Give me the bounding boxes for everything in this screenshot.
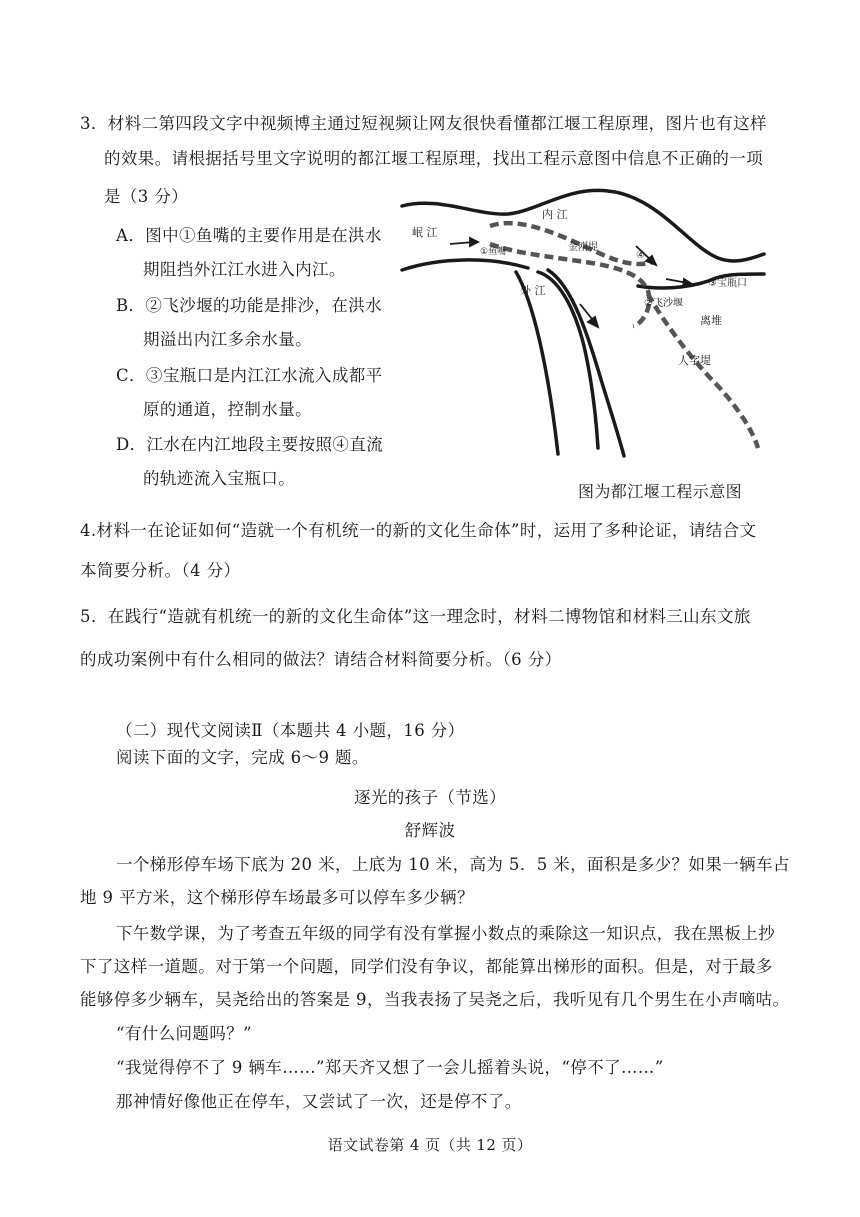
main-channel-bank	[402, 260, 528, 270]
q3-option-b-line2: 期溢出内江多余水量。	[143, 330, 312, 349]
article-p1-line2: 地 9 平方米，这个梯形停车场最多可以停车多少辆？	[80, 888, 474, 907]
q5-line-1: 5．在践行“造就有机统一的新的文化生命体”这一理念时，材料二博物馆和材料三山东文旅	[80, 607, 751, 626]
q3-option-d-line2: 的轨迹流入宝瓶口。	[143, 469, 296, 488]
section-instruction: 阅读下面的文字，完成 6～9 题。	[116, 748, 369, 767]
article-p5: 那神情好像他正在停车，又尝试了一次，还是停不了。	[116, 1092, 522, 1111]
map-caption: 图为都江堰工程示意图	[578, 482, 743, 501]
article-p4: “我觉得停不了 9 辆车……”郑天齐又想了一会儿摇着头说，“停不了……”	[116, 1058, 664, 1077]
outer-river-west-bank	[516, 272, 558, 454]
q4-line-1: 4.材料一在论证如何“造就一个有机统一的新的文化生命体”时，运用了多种论证，请结合文	[80, 521, 757, 540]
map-label-yuzui: ①鱼嘴	[480, 247, 507, 257]
q4-line-2: 本简要分析。（4 分）	[80, 561, 241, 580]
q3-option-b-line1: B．②飞沙堰的功能是排沙，在洪水	[116, 296, 383, 315]
article-p3: “有什么问题吗？”	[116, 1024, 252, 1043]
q3-line-3: 是（3 分）	[104, 187, 189, 206]
q3-line-1: 3．材料二第四段文字中视频博主通过短视频让网友很快看懂都江堰工程原理，图片也有这样	[80, 114, 767, 133]
q3-option-a-line1: A．图中①鱼嘴的主要作用是在洪水	[116, 226, 382, 245]
q3-option-c-line1: C．③宝瓶口是内江江水流入成都平	[116, 366, 383, 385]
map-label-neijiang: 内 江	[542, 208, 568, 221]
article-p2-line2: 下了这样一道题。对于第一个问题，同学们没有争议，都能算出梯形的面积。但是，对于最多	[80, 957, 773, 976]
dujiangyan-schematic-map	[398, 186, 770, 458]
q3-line-2: 的效果。请根据括号里文字说明的都江堰工程原理，找出工程示意图中信息不正确的一项	[104, 149, 764, 168]
article-p1-line1: 一个梯形停车场下底为 20 米，上底为 10 米，高为 5．5 米，面积是多少？如果一辆车占	[116, 855, 790, 874]
article-title: 逐光的孩子（节选）	[353, 788, 507, 807]
map-label-feishayan: ②飞沙堰	[644, 298, 683, 309]
q3-option-c-line2: 原的通道，控制水量。	[143, 400, 312, 419]
map-label-renzidi: 人字堤	[678, 354, 711, 367]
map-label-baopingkou: ③宝瓶口	[708, 278, 747, 289]
q3-option-a-line2: 期阻挡外江江水进入内江。	[143, 260, 346, 279]
article-p2-line3: 能够停多少辆车，吴尧给出的答案是 9，当我表扬了吴尧之后，我听见有几个男生在小声嘀咕。	[80, 990, 790, 1009]
island-outline	[538, 272, 598, 448]
map-label-waijiang: 外 江	[520, 284, 546, 297]
article-author: 舒辉波	[404, 821, 456, 840]
section-heading: （二）现代文阅读Ⅱ（本题共 4 小题，16 分）	[116, 721, 465, 740]
map-label-minjiang: 岷 江	[412, 226, 438, 239]
map-label-jingangdi: 金刚堤	[568, 242, 598, 253]
page-footer: 语文试卷第 4 页（共 12 页）	[327, 1136, 533, 1154]
map-label-lidui: 离堆	[700, 314, 722, 327]
q5-line-2: 的成功案例中有什么相同的做法？请结合材料简要分析。（6 分）	[80, 650, 562, 669]
map-label-four: ④	[636, 250, 645, 261]
q3-option-d-line1: D．江水在内江地段主要按照④直流	[116, 435, 384, 454]
article-p2-line1: 下午数学课，为了考查五年级的同学有没有掌握小数点的乘除这一知识点，我在黑板上抄	[116, 924, 776, 943]
feishayan-levee	[490, 244, 649, 326]
